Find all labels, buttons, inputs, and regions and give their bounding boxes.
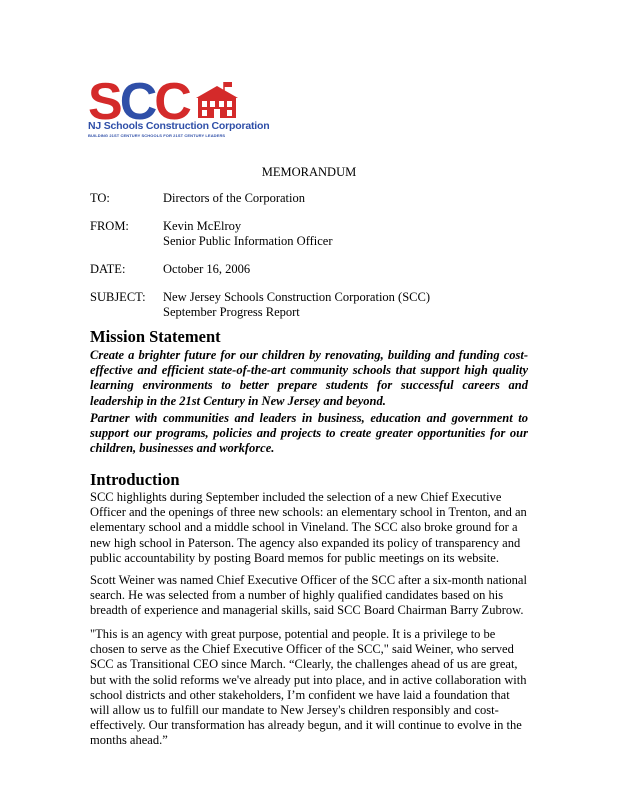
school-building-icon — [194, 80, 240, 120]
subject-line-2: September Progress Report — [163, 305, 300, 319]
mission-heading: Mission Statement — [90, 327, 221, 346]
from-label: FROM: — [90, 219, 129, 233]
intro-paragraph-3: "This is an agency with great purpose, potential and people. It is a privilege to be chosen to serve as the Chief Executive Officer of the SCC," said Weiner, who served SCC as Transitional CEO since March. “Clearly, the challenges ahead of us are great, but with the solid reforms we've already put into place, and in active collaboration with school districts and other stakeholders, I’m confident we have laid a foundation that will allow us to fulfill our mandate to New Jersey's children responsibly and cost-effectively. Our transformation has already begun, and it will continue to evolve in the months ahead.” — [90, 627, 527, 748]
intro-paragraph-2: Scott Weiner was named Chief Executive Officer of the SCC after a six-month national search. He was selected from a number of highly qualified candidates based on his breadth of experience and managerial skills, said SCC Board Chairman Barry Zubrow. — [90, 573, 527, 618]
to-label: TO: — [90, 191, 110, 205]
to-value: Directors of the Corporation — [163, 191, 305, 205]
logo-letter-c1: C — [119, 73, 155, 131]
date-value: October 16, 2006 — [163, 262, 251, 276]
introduction-heading: Introduction — [90, 470, 180, 489]
subject-label: SUBJECT: — [90, 290, 146, 304]
mission-paragraph-1: Create a brighter future for our children by renovating, building and funding cost-effective and efficient state-of-the-art community schools that support high quality learning environments to better prepare students for successful careers and leadership in the 21st Century in New Jersey and beyond. — [90, 348, 528, 408]
logo-letter-c2: C — [154, 73, 189, 131]
subject-line-1: New Jersey Schools Construction Corporation (SCC) — [163, 290, 430, 304]
logo-letter-s: S — [88, 73, 120, 131]
logo-tagline: BUILDING 21ST CENTURY SCHOOLS FOR 21ST CENTURY LEADERS — [88, 133, 226, 138]
date-label: DATE: — [90, 262, 126, 276]
from-name: Kevin McElroy — [163, 219, 242, 233]
intro-paragraph-1: SCC highlights during September included the selection of a new Chief Executive Officer and the openings of three new schools: an elementary school in Trenton, and an elementary school and a middle school in Vineland. The SCC also broke ground for a new high school in Paterson. The agency also expanded its policy of transparency and public accountability by posting Board memos for public meetings on its website. — [90, 490, 527, 565]
logo-org-name: NJ Schools Construction Corporation — [88, 120, 270, 132]
memo-title: MEMORANDUM — [261, 165, 357, 179]
scc-logo — [88, 73, 270, 140]
from-title: Senior Public Information Officer — [163, 234, 333, 248]
mission-paragraph-2: Partner with communities and leaders in business, education and government to support our programs, policies and projects to create greater opportunities for our children, businesses and workforce. — [90, 411, 528, 456]
